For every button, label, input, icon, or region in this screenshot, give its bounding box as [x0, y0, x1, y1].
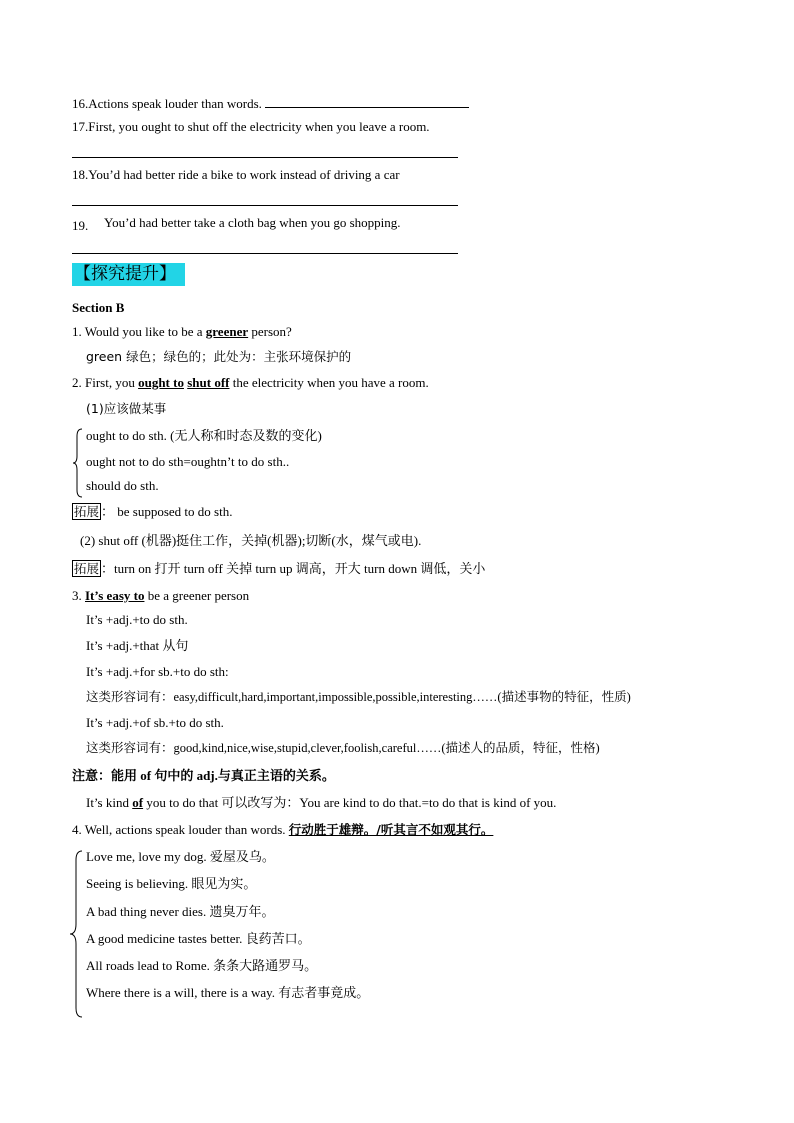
answer-line-17[interactable]	[72, 157, 458, 158]
item-3-line-5: It’s +adj.+of sb.+to do sth.	[86, 715, 224, 730]
exercise-18: 18.You’d had better ride a bike to work instead of driving a car	[72, 167, 400, 182]
answer-line-18[interactable]	[72, 205, 458, 206]
item-3-example-pre: It’s kind	[86, 795, 133, 810]
proverb-1: Love me, love my dog. 爱屋及乌。	[86, 849, 275, 864]
proverb-5: All roads lead to Rome. 条条大路通罗马。	[86, 958, 318, 973]
item-3-example-post: you to do that 可以改写为：You are kind to do that.=to do that is kind of you.	[143, 795, 557, 810]
extension-2	[72, 561, 485, 577]
item-1-post: person?	[248, 324, 292, 339]
item-3-example	[86, 795, 556, 811]
item-3-pre: 3.	[72, 588, 85, 603]
extension-1	[72, 504, 232, 520]
item-4	[72, 822, 493, 838]
item-2-keyword-1: ought to	[138, 375, 184, 390]
item-2-post: the electricity when you have a room.	[229, 375, 429, 390]
extension-2-text: ：turn on 打开 turn off 关掉 turn up 调高，开大 turn down 调低，关小	[101, 561, 486, 576]
item-3-example-keyword: of	[132, 795, 144, 810]
exercise-16	[72, 95, 469, 112]
item-3-line-6: 这类形容词有：good,kind,nice,wise,stupid,clever,foolish,careful……(描述人的品质，特征，性格)	[86, 741, 600, 755]
proverb-2: Seeing is believing. 眼见为实。	[86, 876, 257, 891]
proverb-4: A good medicine tastes better. 良药苦口。	[86, 931, 311, 946]
brace-line-1: ought to do sth. (无人称和时态及数的变化)	[86, 428, 322, 443]
proverb-6: Where there is a will, there is a way. 有志者事竟成。	[86, 985, 370, 1000]
item-2-keyword-2: shut off	[187, 375, 230, 390]
item-3-note: 注意：能用 of 句中的 adj.与真正主语的关系。	[72, 768, 335, 783]
item-1-note: green 绿色；绿色的；此处为：主张环境保护的	[86, 349, 352, 364]
item-2-pre: 2. First, you	[72, 375, 139, 390]
brace-line-3: should do sth.	[86, 478, 159, 493]
extension-1-text: ： be supposed to do sth.	[101, 504, 233, 519]
item-3	[72, 588, 249, 604]
item-3-keyword: It’s easy to	[85, 588, 145, 603]
brace-line-2: ought not to do sth=oughtn’t to do sth..	[86, 454, 290, 469]
brace-icon	[72, 428, 84, 498]
item-4-meaning: 行动胜于雄辩。/听其言不如观其行。	[288, 822, 494, 837]
exercise-19-number: 19.	[72, 218, 89, 233]
section-heading: 【探究提升】	[72, 263, 185, 286]
item-4-pre: 4. Well, actions speak louder than words.	[72, 822, 289, 837]
extension-2-label: 拓展	[74, 561, 100, 576]
item-2-sub2: (2) shut off (机器)挺住工作，关掉(机器);切断(水，煤气或电).	[80, 533, 422, 548]
exercise-19: You’d had better take a cloth bag when you go shopping.	[104, 215, 401, 230]
answer-line-19[interactable]	[72, 253, 458, 254]
item-2-sub1: (1)应该做某事	[86, 401, 167, 416]
item-1	[72, 324, 292, 340]
extension-1-label: 拓展	[74, 504, 100, 519]
item-1-keyword: greener	[205, 324, 249, 339]
item-3-line-2: It’s +adj.+that 从句	[86, 638, 189, 653]
section-b-title: Section B	[72, 300, 125, 315]
item-1-pre: 1. Would you like to be a	[72, 324, 206, 339]
exercise-16-text: 16.Actions speak louder than words.	[72, 96, 262, 111]
proverb-3: A bad thing never dies. 遗臭万年。	[86, 904, 275, 919]
item-3-line-1: It’s +adj.+to do sth.	[86, 612, 188, 627]
item-3-post: be a greener person	[144, 588, 250, 603]
answer-blank-16[interactable]	[265, 95, 469, 108]
item-3-line-4: 这类形容词有：easy,difficult,hard,important,impossible,possible,interesting……(描述事物的特征，性质)	[86, 690, 631, 704]
brace-icon	[68, 850, 84, 1018]
exercise-17: 17.First, you ought to shut off the electricity when you leave a room.	[72, 119, 430, 134]
item-2	[72, 375, 429, 391]
item-3-line-3: It’s +adj.+for sb.+to do sth:	[86, 664, 229, 679]
